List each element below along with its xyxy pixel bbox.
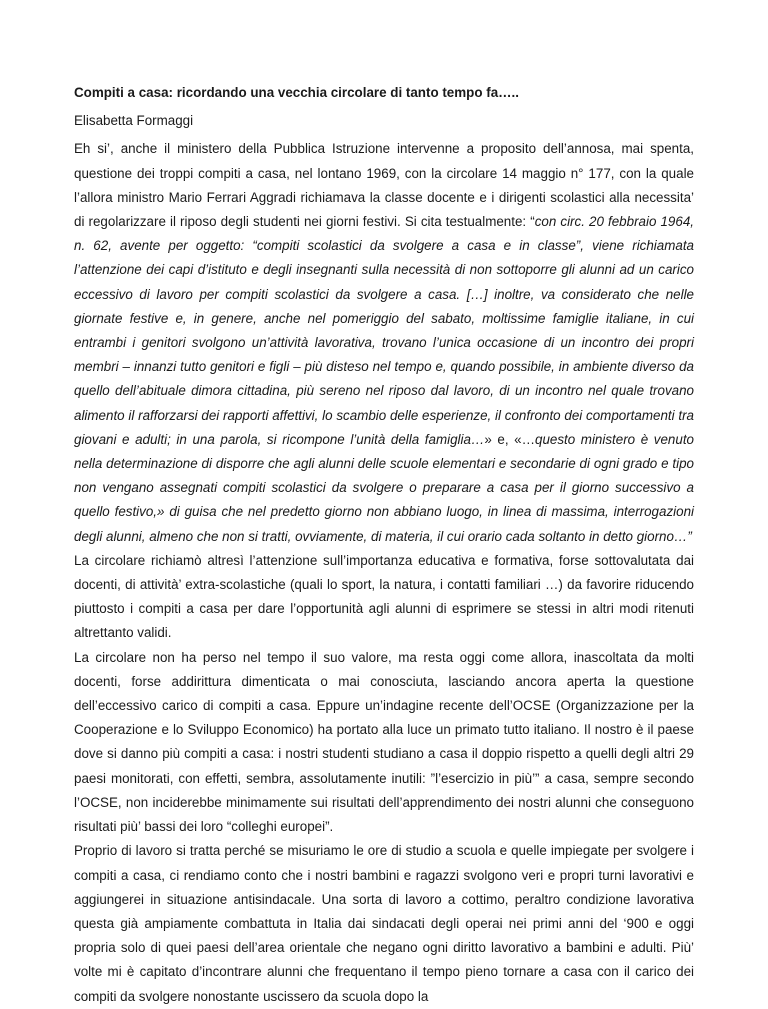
quote-part-2: questo ministero è venuto nella determinazione di disporre che agli alunni delle scuole elementari e secondarie di ogni grado e tipo non vengano assegnati compiti scolastici da svolgere o preparare a casa per il giorno successivo a quello festivo,» di guisa che nel predetto giorno non abbiano luogo, in linea di massima, interrogazioni degli alunni, almeno che non si tratti, ovviamente, di materia, il cui orario cada soltanto in detto giorno…” xyxy=(74,431,694,544)
paragraph-1 xyxy=(74,137,694,548)
quote-part-1: con circ. 20 febbraio 1964, n. 62, avente per oggetto: “compiti scolastici da svolgere a casa e in classe”, viene richiamata l’attenzione dei capi d’istituto e degli insegnanti sulla necessità di non sottoporre gli alunni ad un carico eccessivo di lavoro per compiti scolastici da svolgere a casa. […] inoltre, va considerato che nelle giornate festive e, in genere, anche nel pomeriggio del sabato, moltissime famiglie italiane, in cui entrambi i genitori svolgono un’attività lavorativa, trovano l’unica occasione di un incontro dei propri membri – innanzi tutto genitori e figli – più disteso nel tempo e, quando possibile, in ambiente diverso da quello dell’abituale dimora cittadina, più sereno nel riposo dal lavoro, di un incontro nel quale trovano alimento il rafforzarsi dei rapporti affettivi, lo scambio delle esperienze, il confronto dei comportamenti tra giovani e adulti; in una parola, si ricompone l’unità della famiglia… xyxy=(74,214,694,447)
paragraph-1-intro: Eh si’, anche il ministero della Pubblica Istruzione intervenne a proposito dell’annosa, mai spenta, questione dei troppi compiti a casa, nel lontano 1969, con la circolare 14 maggio n° 177, con la quale l’allora ministro Mario Ferrari Aggradi richiamava la classe docente e i dirigenti scolastici alla necessita’ di regolarizzare il riposo degli studenti nei giorni festivi. Si cita testualmente: “ xyxy=(74,141,694,230)
paragraph-4: Proprio di lavoro si tratta perché se misuriamo le ore di studio a scuola e quelle impiegate per svolgere i compiti a casa, ci rendiamo conto che i nostri bambini e ragazzi svolgono veri e propri turni lavorativi e aggiungerei in situazione antisindacale. Una sorta di lavoro a cottimo, peraltro condizione lavorativa questa già ampiamente combattuta in Italia dai sindacati degli operai nei primi anni del ‘900 e oggi propria solo di quei paesi dell’area orientale che negano ogni diritto lavorativo a bambini e adulti. Più’ volte mi è capitato d’incontrare alunni che frequentano il tempo pieno tornare a casa con il carico dei compiti da svolgere nonostante uscissero da scuola dopo la xyxy=(74,843,694,1004)
paragraph-3: La circolare non ha perso nel tempo il suo valore, ma resta oggi come allora, inascoltata da molti docenti, forse addirittura dimenticata o mai conosciuta, lasciando ancora aperta la questione dell’eccessivo carico di compiti a casa. Eppure un’indagine recente dell’OCSE (Organizzazione per la Cooperazione e lo Sviluppo Economico) ha portato alla luce un primato tutto italiano. Il nostro è il paese dove si danno più compiti a casa: i nostri studenti studiano a casa il doppio rispetto a quelli degli altri 29 paesi monitorati, con effetti, sembra, assolutamente inutili: ”l’esercizio in più’” a casa, sempre secondo l’OCSE, non inciderebbe minimamente sui risultati dell’apprendimento dei nostri alunni che conseguono risultati più’ bassi dei loro “colleghi europei”. xyxy=(74,649,694,835)
document-body xyxy=(74,81,694,1009)
paragraph-2: La circolare richiamò altresì l’attenzione sull’importanza educativa e formativa, forse sottovalutata dai docenti, di attività’ extra-scolastiche (quali lo sport, la natura, i contatti familiari …) da favorire riducendo piuttosto i compiti a casa per dare l’opportunità agli alunni di esprimere se stessi in altri modi ritenuti altrettanto validi. xyxy=(74,552,694,641)
document-author: Elisabetta Formaggi xyxy=(74,113,194,129)
document-title: Compiti a casa: ricordando una vecchia circolare di tanto tempo fa….. xyxy=(74,85,519,100)
quote-connector: » e, «… xyxy=(484,431,535,447)
